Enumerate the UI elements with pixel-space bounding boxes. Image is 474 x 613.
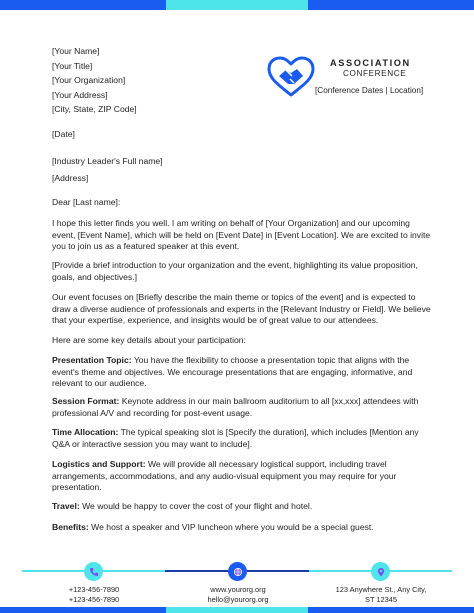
footer-email: hello@yourorg.org <box>207 595 269 605</box>
sender-organization: [Your Organization] <box>52 75 126 86</box>
detail-label: Travel: <box>52 501 80 511</box>
detail-presentation-topic <box>52 355 434 390</box>
paragraph-event-focus: Our event focuses on [Briefly describe the main theme or topics of the event] and is expected to draw a diverse audience of professionals and experts in the [Relevant Industry or Field]. We believe that your expertise, experience, and insights would be of great value to our attendees. <box>52 292 431 326</box>
bottom-accent-bar <box>0 607 474 613</box>
bottom-bar-blue-left <box>0 607 166 613</box>
recipient-address: [Address] <box>52 173 89 183</box>
footer-web-block <box>192 585 284 605</box>
paragraph-details-intro: Here are some key details about your participation: <box>52 335 246 345</box>
detail-logistics-support <box>52 459 434 494</box>
paragraph-organization: [Provide a brief introduction to your organization and the event, highlighting its value proposition, goals, and objectives.] <box>52 260 418 282</box>
footer-phone-1: +123-456-7890 <box>68 585 120 594</box>
location-pin-icon <box>371 562 390 581</box>
footer-address-1: 123 Anywhere St., Any City, <box>335 585 427 594</box>
footer-phone-block <box>54 585 134 605</box>
globe-icon <box>228 562 247 581</box>
footer-address-block <box>330 585 432 605</box>
phone-icon <box>84 562 103 581</box>
organization-title: ASSOCIATION <box>330 58 411 68</box>
letter-date: [Date] <box>52 129 75 139</box>
recipient-name: [Industry Leader's Full name] <box>52 156 163 166</box>
detail-session-format <box>52 396 434 419</box>
sender-name: [Your Name] <box>52 46 100 56</box>
detail-text: We will provide all necessary logistical support, including travel arrangements, accommodations, and any audio-visual equipment you may require for your presentation. <box>52 459 397 493</box>
detail-text: You have the flexibility to choose a presentation topic that aligns with the event's theme and objectives. We encourage presentations that are engaging, informative, and relevant to our audience. <box>52 355 413 389</box>
detail-text: Keynote address in our main ballroom auditorium to all [xx,xxx] attendees with professional A/V and recording for post-event usage. <box>52 396 419 418</box>
detail-text: The typical speaking slot is [Specify the duration], which includes [Mention any Q&A or interactive session you may want to include]. <box>52 427 419 449</box>
detail-time-allocation <box>52 427 434 450</box>
footer-website: www.yourorg.org <box>210 585 266 594</box>
sender-address: [Your Address] <box>52 89 108 100</box>
footer-address-2: ST 12345 <box>365 595 397 605</box>
detail-text: We host a speaker and VIP luncheon where you would be a special guest. <box>88 522 374 532</box>
bottom-bar-blue-right <box>308 607 474 613</box>
footer-phone-2: +123-456-7890 <box>68 595 120 605</box>
paragraph-intro: I hope this letter finds you well. I am writing on behalf of [Your Organization] and our upcoming event, [Event Name], which will be held on [Event Date] in [Event Location]. We are excited to invite you to join us as a featured speaker at this event. <box>52 218 431 252</box>
detail-label: Session Format: <box>52 396 120 406</box>
detail-label: Presentation Topic: <box>52 355 132 365</box>
sender-title: [Your Title] <box>52 60 93 71</box>
conference-dates-location: [Conference Dates | Location] <box>315 86 424 95</box>
top-bar-blue-left <box>0 0 166 10</box>
detail-travel <box>52 501 434 513</box>
sender-address-block <box>52 44 137 117</box>
detail-text: We would be happy to cover the cost of your flight and hotel. <box>79 501 313 511</box>
detail-label: Time Allocation: <box>52 427 119 437</box>
detail-label: Benefits: <box>52 522 89 532</box>
top-bar-blue-right <box>308 0 474 10</box>
detail-benefits <box>52 522 434 534</box>
salutation: Dear [Last name]: <box>52 197 121 207</box>
organization-subtitle: CONFERENCE <box>343 69 407 78</box>
heart-handshake-icon <box>266 56 316 98</box>
bottom-bar-cyan <box>166 607 308 613</box>
detail-label: Logistics and Support: <box>52 459 146 469</box>
sender-city-state-zip: [City, State, ZIP Code] <box>52 104 137 115</box>
top-accent-bar <box>0 0 474 10</box>
top-bar-cyan <box>166 0 308 10</box>
